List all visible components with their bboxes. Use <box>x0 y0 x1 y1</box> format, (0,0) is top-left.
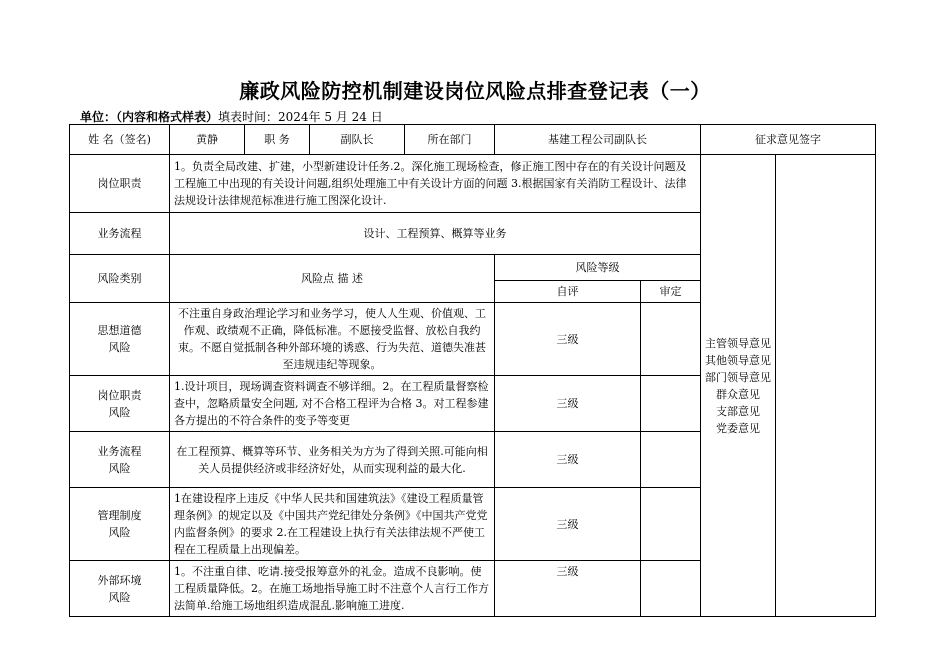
risk-level-label: 风险等级 <box>495 255 701 281</box>
process-text: 设计、工程预算、概算等业务 <box>170 213 701 255</box>
risk-category: 业务流程 风险 <box>70 432 170 488</box>
risk-review <box>641 303 701 376</box>
duty-label: 岗位职责 <box>70 155 170 213</box>
duty-text: 1。负责全局改建、扩建，小型新建设计任务.2。深化施工现场检查，修正施工图中存在的有关设计问题及工程施工中出现的有关设计问题,组织处理施工中有关设计方面的问题 3.根据国家有关消防工程设计、法律法规设计法律规范标准进行施工图深化设计. <box>170 155 701 213</box>
risk-desc: 1在建设程序上违反《中华人民共和国建筑法》《建设工程质量管理条例》的规定以及《中国共产党纪律处分条例》《中国共产党党内监督条例》的要求 2.在工程建设上执行有关法律法规不严使工程在工程质量上出现偏差。 <box>170 488 495 561</box>
risk-desc: 1.设计项目，现场调查资料调查不够详细。2。在工程质量督察检查中，忽略质量安全问题, 对不合格工程评为合格 3。对工程参建各方提出的不符合条件的变予等变更 <box>170 376 495 432</box>
header-row <box>70 125 876 155</box>
registration-table <box>69 124 876 617</box>
opinion-item: 支部意见 <box>716 404 760 418</box>
risk-self: 三级 <box>495 303 641 376</box>
risk-self: 三级 <box>495 432 641 488</box>
risk-review <box>641 488 701 561</box>
opinion-label: 征求意见签字 <box>701 125 876 155</box>
opinion-item: 群众意见 <box>716 387 760 401</box>
dept-value: 基建工程公司副队长 <box>495 125 701 155</box>
position-value: 副队长 <box>310 125 405 155</box>
risk-category: 岗位职责 风险 <box>70 376 170 432</box>
document-title: 廉政风险防控机制建设岗位风险点排查登记表（一） <box>239 79 711 103</box>
risk-self: 三级 <box>495 488 641 561</box>
risk-category-label: 风险类别 <box>70 255 170 303</box>
risk-category: 外部环境 风险 <box>70 561 170 617</box>
risk-desc-label: 风险点 描 述 <box>170 255 495 303</box>
signature-area <box>776 155 876 617</box>
risk-review <box>641 432 701 488</box>
process-label: 业务流程 <box>70 213 170 255</box>
opinion-item: 其他领导意见 <box>705 353 771 367</box>
risk-desc: 不注重自身政治理论学习和业务学习，使人人生观、价值观、工作观、政绩观不正确，降低标准。不愿接受监督、放松自我约束。不愿自觉抵制各种外部环境的诱惑、行为失范、道德失准甚至违规违纪等现象。 <box>170 303 495 376</box>
fill-time: 填表时间：2024年 5 月 24 日 <box>218 110 383 124</box>
risk-category: 思想道德 风险 <box>70 303 170 376</box>
unit-label: 单位：（内容和格式样表） <box>80 110 219 124</box>
dept-label: 所在部门 <box>405 125 495 155</box>
risk-desc: 1。不注重自律、吃请.接受报筹意外的礼金。造成不良影响。使工程质量降低。2。在施工场地指导施工时不注意个人言行工作方法简单.给施工场地组织造成混乱.影响施工进度. <box>170 561 495 617</box>
opinion-list <box>701 155 776 617</box>
risk-review <box>641 376 701 432</box>
self-eval-label: 自评 <box>495 281 641 303</box>
risk-category: 管理制度 风险 <box>70 488 170 561</box>
opinion-item: 党委意见 <box>716 421 760 435</box>
document-subline <box>80 108 383 125</box>
name-label: 姓 名（签名) <box>70 125 170 155</box>
risk-self: 三级 <box>495 561 641 617</box>
review-label: 审定 <box>641 281 701 303</box>
position-label: 职 务 <box>245 125 310 155</box>
opinion-item: 主管领导意见 <box>705 336 771 350</box>
name-value: 黄静 <box>170 125 245 155</box>
risk-self: 三级 <box>495 376 641 432</box>
duty-row <box>70 155 876 213</box>
risk-desc: 在工程预算、概算等环节、业务相关为方为了得到关照.可能向相关人员提供经济或非经济好处，从而实现利益的最大化. <box>170 432 495 488</box>
opinion-item: 部门领导意见 <box>705 370 771 384</box>
risk-review <box>641 561 701 617</box>
